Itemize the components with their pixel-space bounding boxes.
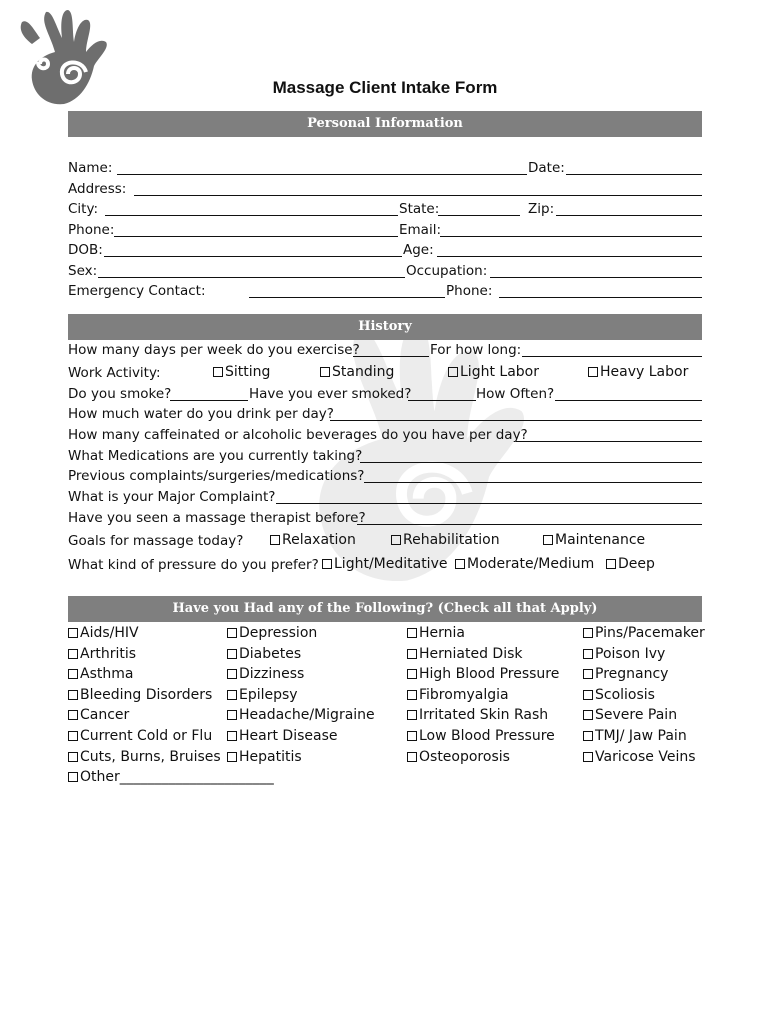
condition-checkbox[interactable] <box>407 726 559 747</box>
condition-label: Dizziness <box>239 666 305 683</box>
condition-checkbox[interactable] <box>583 623 705 644</box>
checkbox-box[interactable] <box>68 690 78 700</box>
sex-label: Sex: <box>68 263 98 279</box>
ever-smoked-label: Have you ever smoked? <box>249 386 412 402</box>
checkbox-box[interactable] <box>227 649 237 659</box>
history-header: History <box>68 314 702 340</box>
condition-checkbox[interactable] <box>407 644 559 665</box>
condition-label: Depression <box>239 625 318 641</box>
checkbox-box[interactable] <box>227 752 237 762</box>
checkbox-box[interactable] <box>407 731 417 741</box>
checkbox-box[interactable] <box>68 649 78 659</box>
checkbox-box[interactable] <box>68 772 78 782</box>
condition-checkbox[interactable] <box>227 664 375 685</box>
checkbox-box[interactable] <box>407 649 417 659</box>
pressure-deep-checkbox[interactable]: Deep <box>606 555 655 573</box>
checkbox-box[interactable] <box>583 710 593 720</box>
city-label: City: <box>68 201 99 217</box>
checkbox-box[interactable] <box>407 628 417 638</box>
age-label: Age: <box>403 242 434 258</box>
checkbox-box[interactable] <box>68 669 78 679</box>
checkbox-box[interactable] <box>227 669 237 679</box>
email-field[interactable] <box>440 236 702 237</box>
checkbox-box[interactable] <box>583 752 593 762</box>
work-standing-checkbox[interactable]: Standing <box>320 363 394 381</box>
form-title: Massage Client Intake Form <box>272 78 498 97</box>
condition-label: Epilepsy <box>239 686 298 703</box>
condition-checkbox[interactable] <box>583 747 705 768</box>
phone-field[interactable] <box>114 236 398 237</box>
condition-label: Other______________________ <box>80 769 274 786</box>
condition-checkbox[interactable] <box>227 623 375 644</box>
condition-label: High Blood Pressure <box>419 666 560 683</box>
condition-label: Poison Ivy <box>595 645 666 662</box>
emergency-contact-label: Emergency Contact: <box>68 283 206 299</box>
zip-label: Zip: <box>528 201 555 217</box>
goal-relaxation-checkbox[interactable]: Relaxation <box>270 531 356 549</box>
checkbox-box[interactable] <box>583 669 593 679</box>
checkbox-box[interactable] <box>227 710 237 720</box>
condition-label: Pins/Pacemaker <box>595 625 705 641</box>
sex-field[interactable] <box>98 277 405 278</box>
condition-label: Asthma <box>80 666 134 683</box>
condition-label: Osteoporosis <box>419 748 510 765</box>
water-field[interactable] <box>330 420 702 421</box>
city-field[interactable] <box>105 215 398 216</box>
water-label: How much water do you drink per day? <box>68 406 334 422</box>
how-long-field[interactable] <box>522 356 702 357</box>
condition-checkbox[interactable] <box>407 623 559 644</box>
condition-checkbox[interactable] <box>583 685 705 706</box>
condition-label: Hepatitis <box>239 748 302 765</box>
condition-label: Cuts, Burns, Bruises <box>80 748 221 765</box>
condition-label: Pregnancy <box>595 666 669 683</box>
occupation-field[interactable] <box>490 277 702 278</box>
date-label: Date: <box>528 160 565 176</box>
previous-field[interactable] <box>364 482 702 483</box>
caffeine-label: How many caffeinated or alcoholic beverages do you have per day? <box>68 427 528 443</box>
condition-checkbox[interactable] <box>407 705 559 726</box>
date-field[interactable] <box>566 174 702 175</box>
condition-label: Herniated Disk <box>419 645 523 662</box>
smoke-label: Do you smoke? <box>68 386 172 402</box>
exercise-field[interactable] <box>353 356 429 357</box>
condition-label: Arthritis <box>80 645 137 662</box>
checkbox-box[interactable] <box>68 628 78 638</box>
how-long-label: For how long: <box>430 342 522 358</box>
condition-label: Irritated Skin Rash <box>419 707 549 724</box>
emergency-contact-field[interactable] <box>249 297 445 298</box>
condition-checkbox[interactable] <box>407 747 559 768</box>
medications-field[interactable] <box>360 462 702 463</box>
checkbox-box[interactable] <box>407 669 417 679</box>
checkbox-box[interactable] <box>583 628 593 638</box>
goal-rehabilitation-checkbox[interactable]: Rehabilitation <box>391 531 500 549</box>
pressure-label: What kind of pressure do you prefer? <box>68 557 319 573</box>
condition-label: Current Cold or Flu <box>80 727 213 744</box>
condition-checkbox[interactable] <box>227 747 375 768</box>
condition-label: Hernia <box>419 625 465 641</box>
checkbox-box[interactable] <box>583 649 593 659</box>
checkbox-box[interactable] <box>407 710 417 720</box>
condition-checkbox[interactable] <box>227 705 375 726</box>
occupation-label: Occupation: <box>406 263 488 279</box>
work-sitting-checkbox[interactable]: Sitting <box>213 363 270 381</box>
work-heavy-labor-checkbox[interactable]: Heavy Labor <box>588 363 688 381</box>
address-field[interactable] <box>134 195 702 196</box>
how-often-label: How Often? <box>476 386 555 402</box>
condition-label: Fibromyalgia <box>419 686 509 703</box>
seen-therapist-field[interactable] <box>357 524 702 525</box>
condition-label: Bleeding Disorders <box>80 686 213 703</box>
condition-label: Low Blood Pressure <box>419 727 555 744</box>
condition-checkbox[interactable] <box>227 726 375 747</box>
conditions-column-3 <box>407 623 559 767</box>
checkbox-box[interactable] <box>583 731 593 741</box>
checkbox-box[interactable] <box>407 752 417 762</box>
personal-info-header: Personal Information <box>68 111 702 137</box>
condition-checkbox[interactable] <box>583 664 705 685</box>
phone-label: Phone: <box>68 222 115 238</box>
zip-field[interactable] <box>556 215 702 216</box>
name-label: Name: <box>68 160 113 176</box>
name-field[interactable] <box>117 174 527 175</box>
condition-label: TMJ/ Jaw Pain <box>595 727 687 744</box>
goals-label: Goals for massage today? <box>68 533 244 549</box>
condition-label: Aids/HIV <box>80 625 139 641</box>
conditions-column-4 <box>583 623 705 767</box>
condition-checkbox[interactable] <box>227 685 375 706</box>
state-field[interactable] <box>438 215 520 216</box>
pressure-moderate-checkbox[interactable]: Moderate/Medium <box>455 555 594 573</box>
condition-label: Headache/Migraine <box>239 707 375 724</box>
condition-checkbox[interactable] <box>68 767 274 788</box>
checkbox-box[interactable] <box>407 690 417 700</box>
exercise-label: How many days per week do you exercise? <box>68 342 360 358</box>
checkbox-box[interactable] <box>227 628 237 638</box>
checkbox-box[interactable] <box>227 690 237 700</box>
work-activity-label: Work Activity: <box>68 365 161 381</box>
checkbox-box[interactable] <box>68 752 78 762</box>
how-often-field[interactable] <box>555 400 702 401</box>
condition-checkbox[interactable] <box>583 644 705 665</box>
checkbox-box[interactable] <box>227 731 237 741</box>
ever-smoked-field[interactable] <box>408 400 476 401</box>
condition-label: Cancer <box>80 707 130 724</box>
checkbox-box[interactable] <box>68 731 78 741</box>
major-complaint-label: What is your Major Complaint? <box>68 489 276 505</box>
dob-label: DOB: <box>68 242 103 258</box>
condition-label: Severe Pain <box>595 707 678 724</box>
checkbox-box[interactable] <box>68 710 78 720</box>
condition-label: Diabetes <box>239 645 302 662</box>
condition-checkbox[interactable] <box>227 644 375 665</box>
caffeine-field[interactable] <box>516 441 702 442</box>
state-label: State: <box>399 201 440 217</box>
work-light-labor-checkbox[interactable]: Light Labor <box>448 363 539 381</box>
condition-checkbox[interactable] <box>407 685 559 706</box>
goal-maintenance-checkbox[interactable]: Maintenance <box>543 531 645 549</box>
checkbox-box[interactable] <box>583 690 593 700</box>
dob-field[interactable] <box>104 256 402 257</box>
emergency-phone-field[interactable] <box>499 297 702 298</box>
condition-checkbox[interactable] <box>583 726 705 747</box>
previous-label: Previous complaints/surgeries/medications? <box>68 468 365 484</box>
major-complaint-field[interactable] <box>276 503 702 504</box>
emergency-phone-label: Phone: <box>446 283 493 299</box>
smoke-field[interactable] <box>170 400 248 401</box>
condition-label: Scoliosis <box>595 686 655 703</box>
email-label: Email: <box>399 222 442 238</box>
condition-label: Varicose Veins <box>595 748 696 765</box>
age-field[interactable] <box>437 256 702 257</box>
address-label: Address: <box>68 181 127 197</box>
pressure-light-checkbox[interactable]: Light/Meditative <box>322 555 447 573</box>
condition-label: Heart Disease <box>239 727 338 744</box>
condition-checkbox[interactable] <box>583 705 705 726</box>
conditions-column-2 <box>227 623 375 767</box>
seen-therapist-label: Have you seen a massage therapist before? <box>68 510 366 526</box>
condition-checkbox[interactable] <box>407 664 559 685</box>
medications-label: What Medications are you currently taking? <box>68 448 363 464</box>
conditions-header: Have you Had any of the Following? (Check all that Apply) <box>68 596 702 622</box>
